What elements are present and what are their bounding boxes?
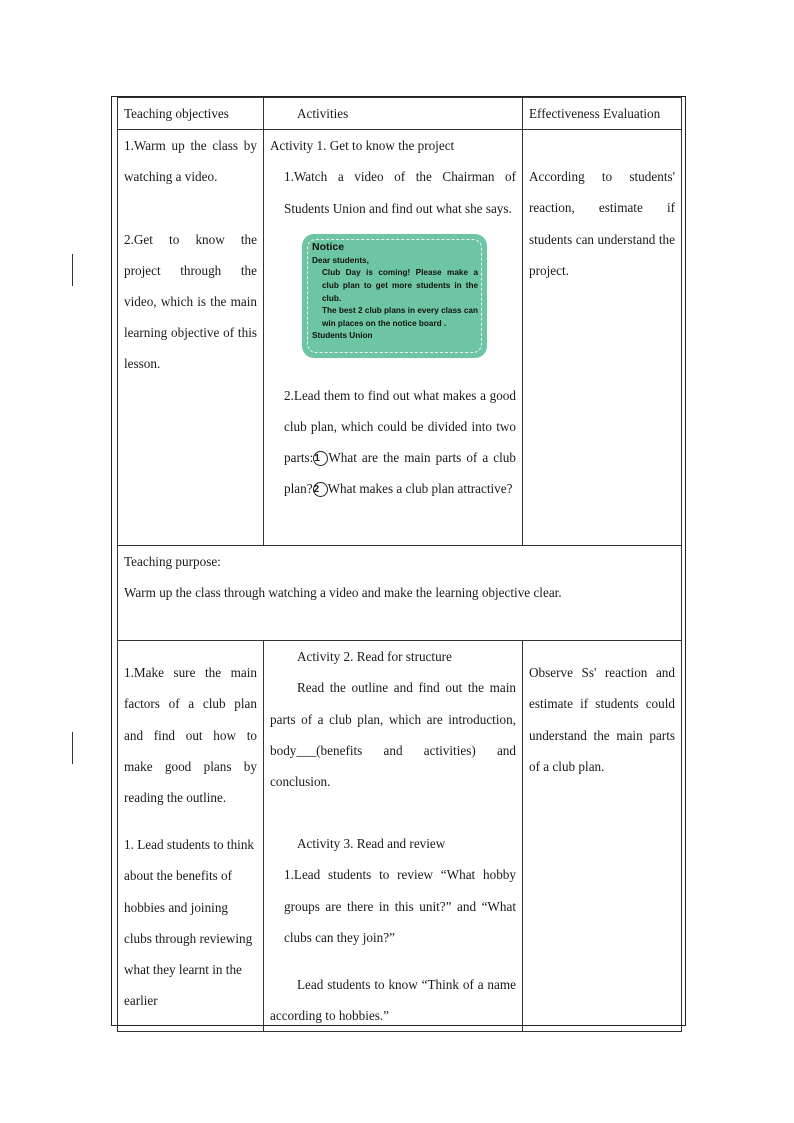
evaluation-text: Observe Ss' reaction and estimate if students could understand the main parts of a club plan. (529, 665, 675, 774)
objectives-cell (118, 130, 264, 546)
activities-cell (264, 130, 523, 546)
evaluation-cell (523, 641, 682, 1032)
activity-title: Activity 1. Get to know the project (270, 138, 455, 154)
table-row (118, 130, 682, 546)
activity-step-text: What are the main parts of a club plan? (284, 450, 516, 497)
notice-signature: Students Union (312, 331, 373, 341)
objectives-cell (118, 641, 264, 1032)
notice-image (270, 224, 516, 380)
activity-step (270, 380, 516, 505)
activity-step: 1.Lead students to review “What hobby groups are there in this unit?” and “What clubs can they join?” (284, 867, 516, 945)
notice-title: Notice (312, 240, 345, 253)
header-teaching-objectives: Teaching objectives (118, 98, 264, 130)
objective-text: 1.Warm up the class by watching a video. (124, 138, 257, 185)
teaching-purpose-cell (118, 546, 682, 641)
activity-text: Read the outline and find out the main parts of a club plan, which are introduction, body___(benefits and activities) and conclusion. (270, 680, 516, 790)
notice-board-graphic (302, 234, 487, 358)
teaching-purpose-label: Teaching purpose: (124, 554, 221, 570)
teaching-purpose-row (118, 546, 682, 641)
evaluation-text: According to students' reaction, estimate if students can understand the project. (529, 169, 675, 278)
activities-cell (264, 641, 523, 1032)
teaching-purpose-text: Warm up the class through watching a video and make the learning objective clear. (124, 585, 562, 601)
header-effectiveness-evaluation: Effectiveness Evaluation (523, 98, 682, 130)
evaluation-cell (523, 130, 682, 546)
activity-step: 1.Watch a video of the Chairman of Students Union and find out what she says. (284, 169, 516, 216)
circled-number-icon: 1 (313, 451, 328, 466)
activity-title: Activity 2. Read for structure (297, 649, 452, 665)
circled-number-icon: 2 (313, 482, 328, 497)
header-activities: Activities (264, 98, 523, 130)
notice-greeting: Dear students, (312, 255, 369, 265)
table-row (118, 641, 682, 1032)
objective-text: 1.Make sure the main factors of a club plan and find out how to make good plans by reading the outline. (124, 665, 257, 806)
activity-step: Lead students to know “Think of a name according to hobbies.” (270, 977, 516, 1024)
activity-step-text: What makes a club plan attractive? (327, 481, 513, 497)
notice-body: Club Day is coming! Please make a club plan to get more students in the club. (322, 268, 478, 303)
objective-text: 1. Lead students to think about the benefits of hobbies and joining clubs through reviewing what they learnt in the earlier (124, 837, 255, 1009)
margin-change-bar (72, 732, 73, 764)
notice-body: The best 2 club plans in every class can win places on the notice board . (322, 306, 478, 328)
objective-text: 2.Get to know the project through the video, which is the main learning objective of this lesson. (124, 231, 257, 372)
lesson-plan-table (117, 97, 682, 1032)
table-header-row (118, 98, 682, 130)
margin-change-bar (72, 254, 73, 286)
activity-step-text: 2.Lead them to find out what makes a good club plan, which could be divided into two parts: (284, 387, 516, 466)
activity-title: Activity 3. Read and review (297, 836, 446, 852)
